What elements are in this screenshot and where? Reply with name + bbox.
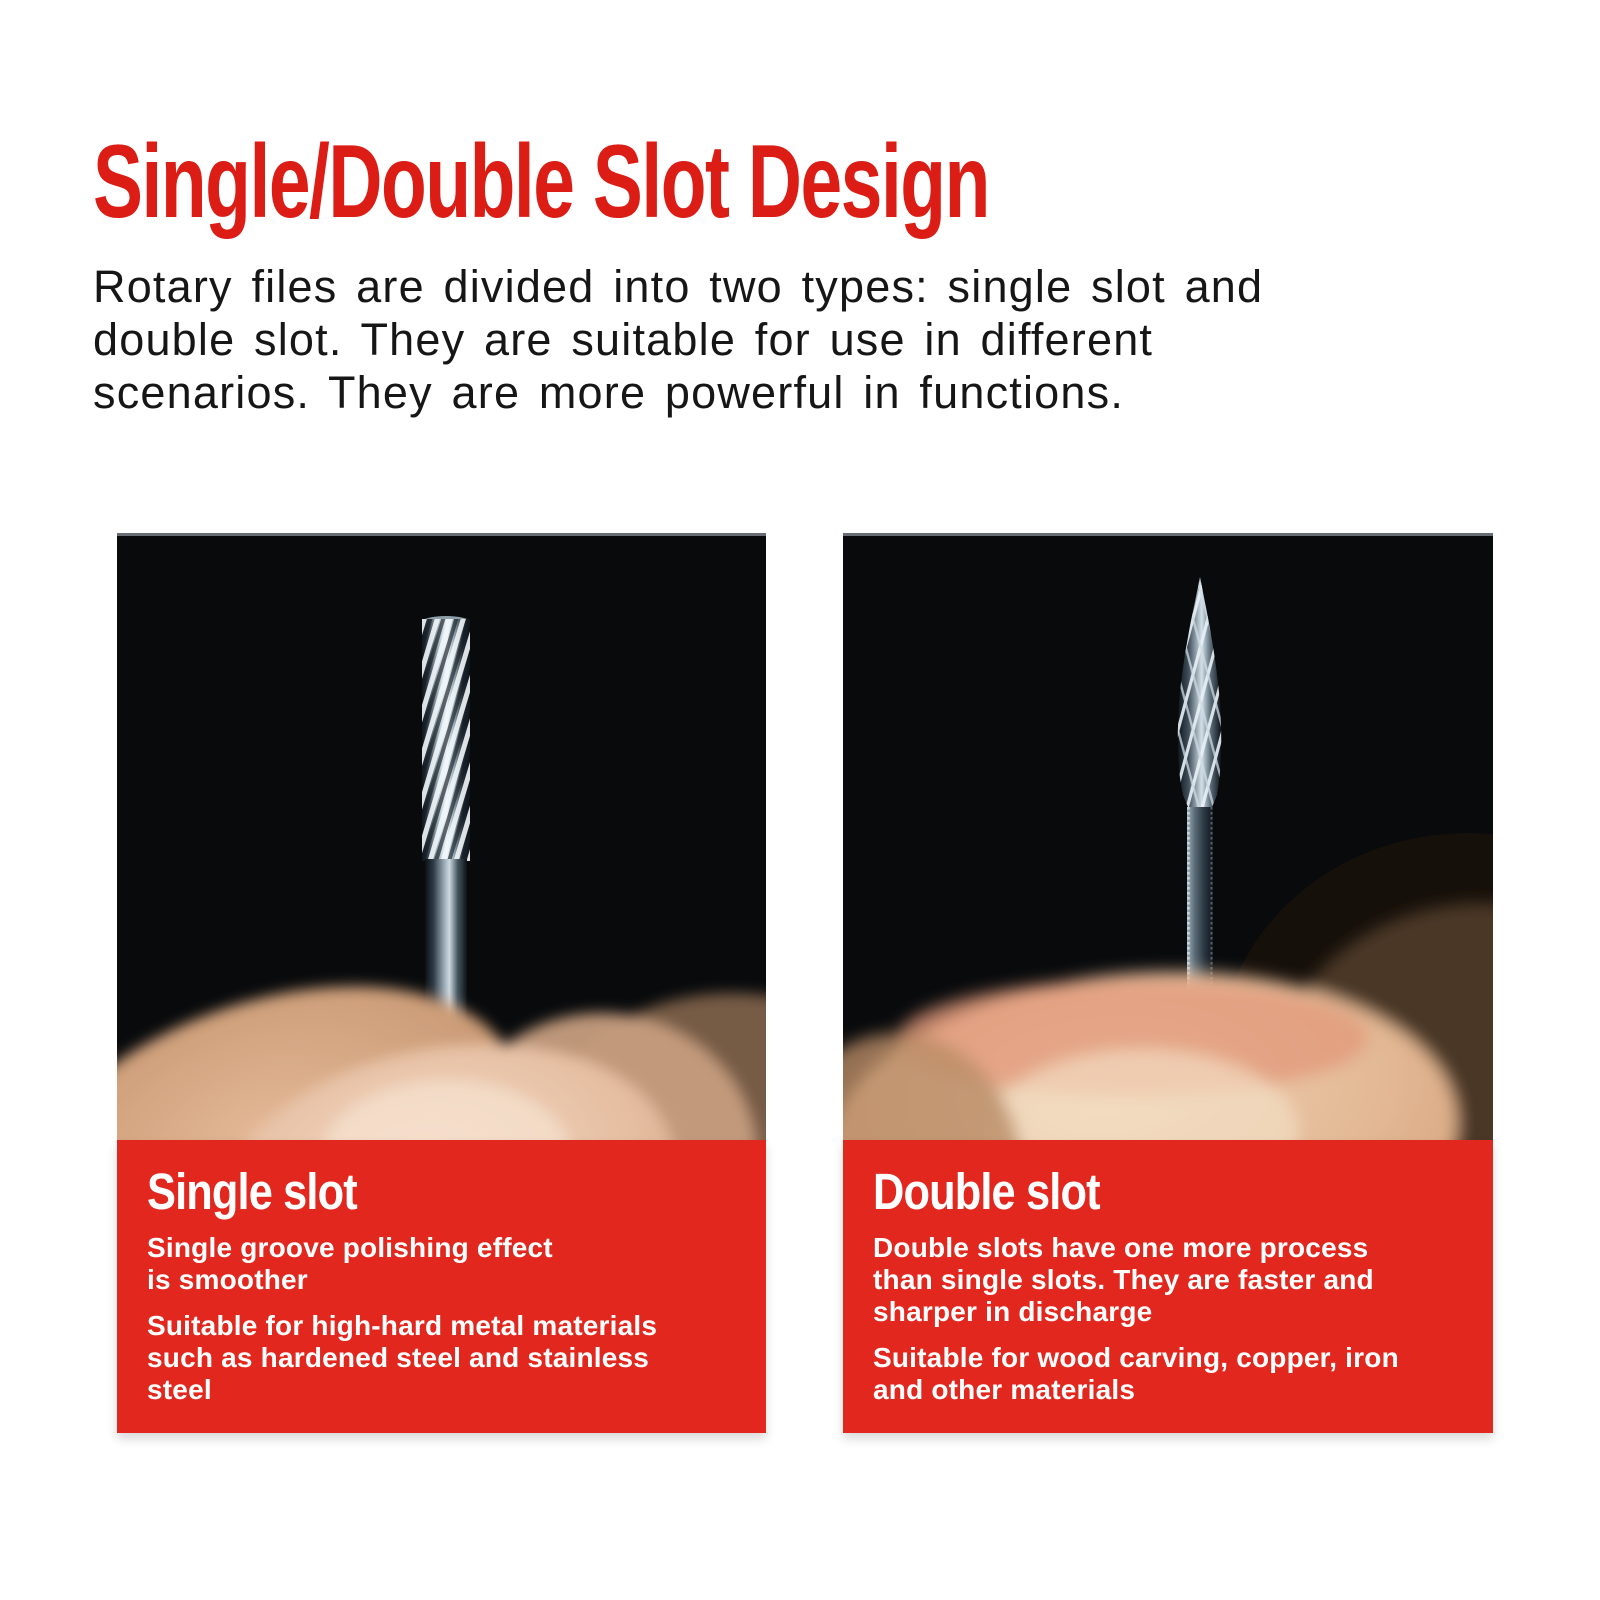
panel-line: sharper in discharge	[873, 1296, 1153, 1327]
page-title: Single/Double Slot Design	[93, 124, 989, 240]
panel-line: Double slots have one more process	[873, 1232, 1369, 1263]
panel-paragraph	[147, 1232, 740, 1296]
single-slot-card	[117, 533, 766, 1433]
double-slot-panel	[843, 1140, 1493, 1433]
intro-paragraph	[93, 260, 1263, 419]
double-slot-burr-illustration	[843, 533, 1493, 1140]
double-slot-card	[843, 533, 1493, 1433]
photo-top-edge	[843, 533, 1493, 536]
intro-line: Rotary files are divided into two types: single slot and	[93, 261, 1264, 312]
panel-heading: Double slot	[873, 1163, 1100, 1220]
single-slot-photo	[117, 533, 766, 1140]
panel-heading: Single slot	[147, 1163, 357, 1220]
panel-line: Single groove polishing effect	[147, 1232, 553, 1263]
intro-line: scenarios. They are more powerful in functions.	[93, 367, 1125, 418]
panel-line: such as hardened steel and stainless	[147, 1342, 650, 1373]
panel-line: steel	[147, 1374, 212, 1405]
panel-line: than single slots. They are faster and	[873, 1264, 1374, 1295]
panel-paragraph	[147, 1310, 740, 1406]
single-slot-burr-illustration	[117, 533, 766, 1140]
panel-paragraph	[873, 1232, 1467, 1328]
panel-line: and other materials	[873, 1374, 1136, 1405]
panel-paragraph	[873, 1342, 1467, 1406]
panel-line: Suitable for high-hard metal materials	[147, 1310, 658, 1341]
panel-line: is smoother	[147, 1264, 308, 1295]
single-slot-panel	[117, 1140, 766, 1433]
panel-line: Suitable for wood carving, copper, iron	[873, 1342, 1399, 1373]
double-slot-photo	[843, 533, 1493, 1140]
photo-top-edge	[117, 533, 766, 536]
intro-line: double slot. They are suitable for use in different	[93, 314, 1154, 365]
